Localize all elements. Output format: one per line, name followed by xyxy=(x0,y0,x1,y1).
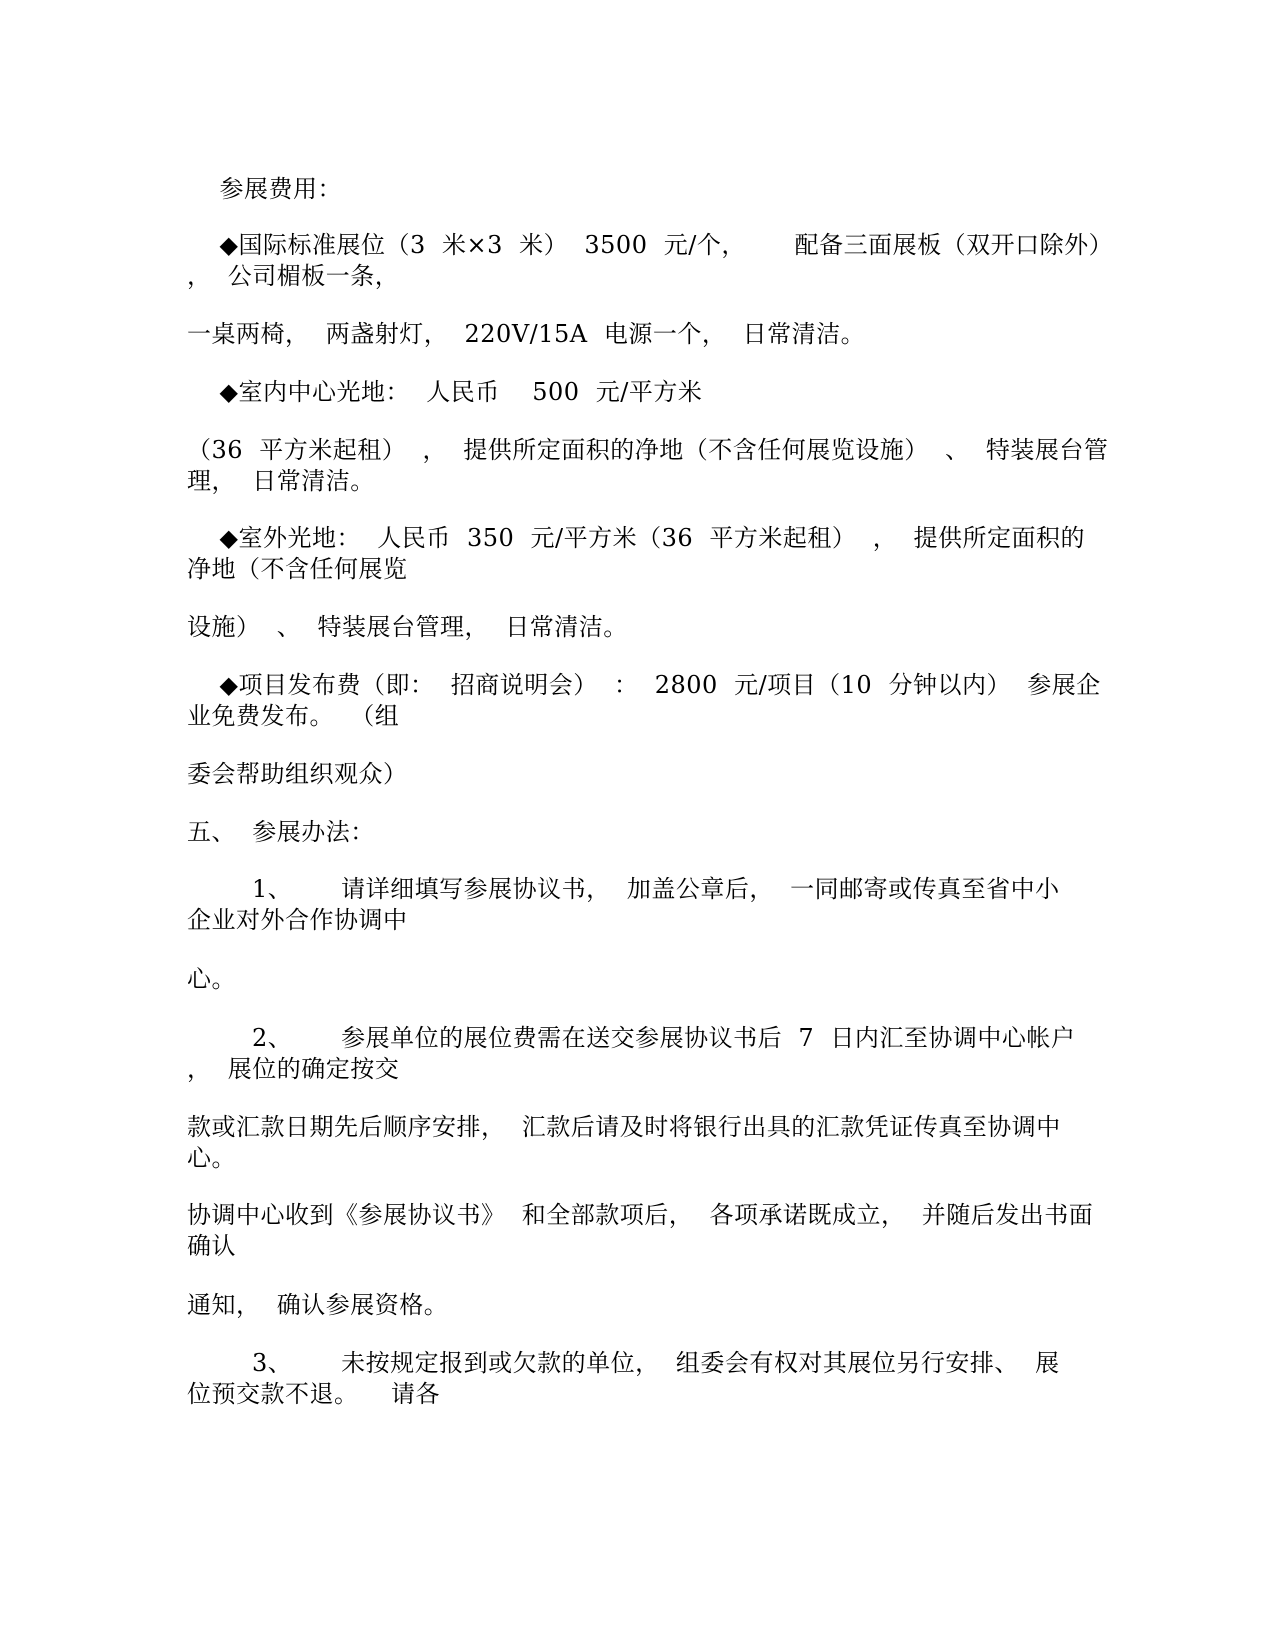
text-line: 心。 xyxy=(187,1144,236,1172)
text-line: 通知， 确认参展资格。 xyxy=(187,1291,449,1319)
text-line: 位预交款不退。 请各 xyxy=(187,1380,441,1408)
text-line: 3、 未按规定报到或欠款的单位， 组委会有权对其展位另行安排、 展 xyxy=(187,1349,1060,1377)
text-line: 心。 xyxy=(187,965,236,993)
text-line: ， 公司楣板一条， xyxy=(187,262,400,290)
text-line: （36 平方米起租） ， 提供所定面积的净地（不含任何展览设施） 、 特装展台管 xyxy=(187,436,1109,464)
text-line: 设施） 、 特装展台管理， 日常清洁。 xyxy=(187,613,628,641)
section-heading: 五、 参展办法： xyxy=(187,818,375,846)
text-line: ◆国际标准展位（3 米×3 米） 3500 元/个， 配备三面展板（双开口除外） xyxy=(187,231,1114,259)
text-line: 企业对外合作协调中 xyxy=(187,906,408,934)
text-line: 委会帮助组织观众） xyxy=(187,760,408,788)
text-line: ◆项目发布费（即： 招商说明会） ： 2800 元/项目（10 分钟以内） 参展企 xyxy=(187,671,1101,699)
text-line: 理， 日常清洁。 xyxy=(187,467,375,495)
text-line: 业免费发布。 （组 xyxy=(187,702,400,730)
text-line: ◆室外光地： 人民币 350 元/平方米（36 平方米起租） ， 提供所定面积的 xyxy=(187,524,1085,552)
text-line: 确认 xyxy=(187,1232,236,1260)
text-line: ， 展位的确定按交 xyxy=(187,1055,400,1083)
text-line: 款或汇款日期先后顺序安排， 汇款后请及时将银行出具的汇款凭证传真至协调中 xyxy=(187,1113,1061,1141)
text-line: 参展费用： xyxy=(187,175,343,203)
text-line: 一桌两椅， 两盏射灯， 220V/15A 电源一个， 日常清洁。 xyxy=(187,320,866,348)
text-line: 协调中心收到《参展协议书》 和全部款项后， 各项承诺既成立， 并随后发出书面 xyxy=(187,1201,1094,1229)
text-line: 2、 参展单位的展位费需在送交参展协议书后 7 日内汇至协调中心帐户 xyxy=(187,1024,1076,1052)
text-line: ◆室内中心光地： 人民币 500 元/平方米 xyxy=(187,378,703,406)
text-line: 净地（不含任何展览 xyxy=(187,555,408,583)
text-line: 1、 请详细填写参展协议书， 加盖公章后， 一同邮寄或传真至省中小 xyxy=(187,875,1060,903)
